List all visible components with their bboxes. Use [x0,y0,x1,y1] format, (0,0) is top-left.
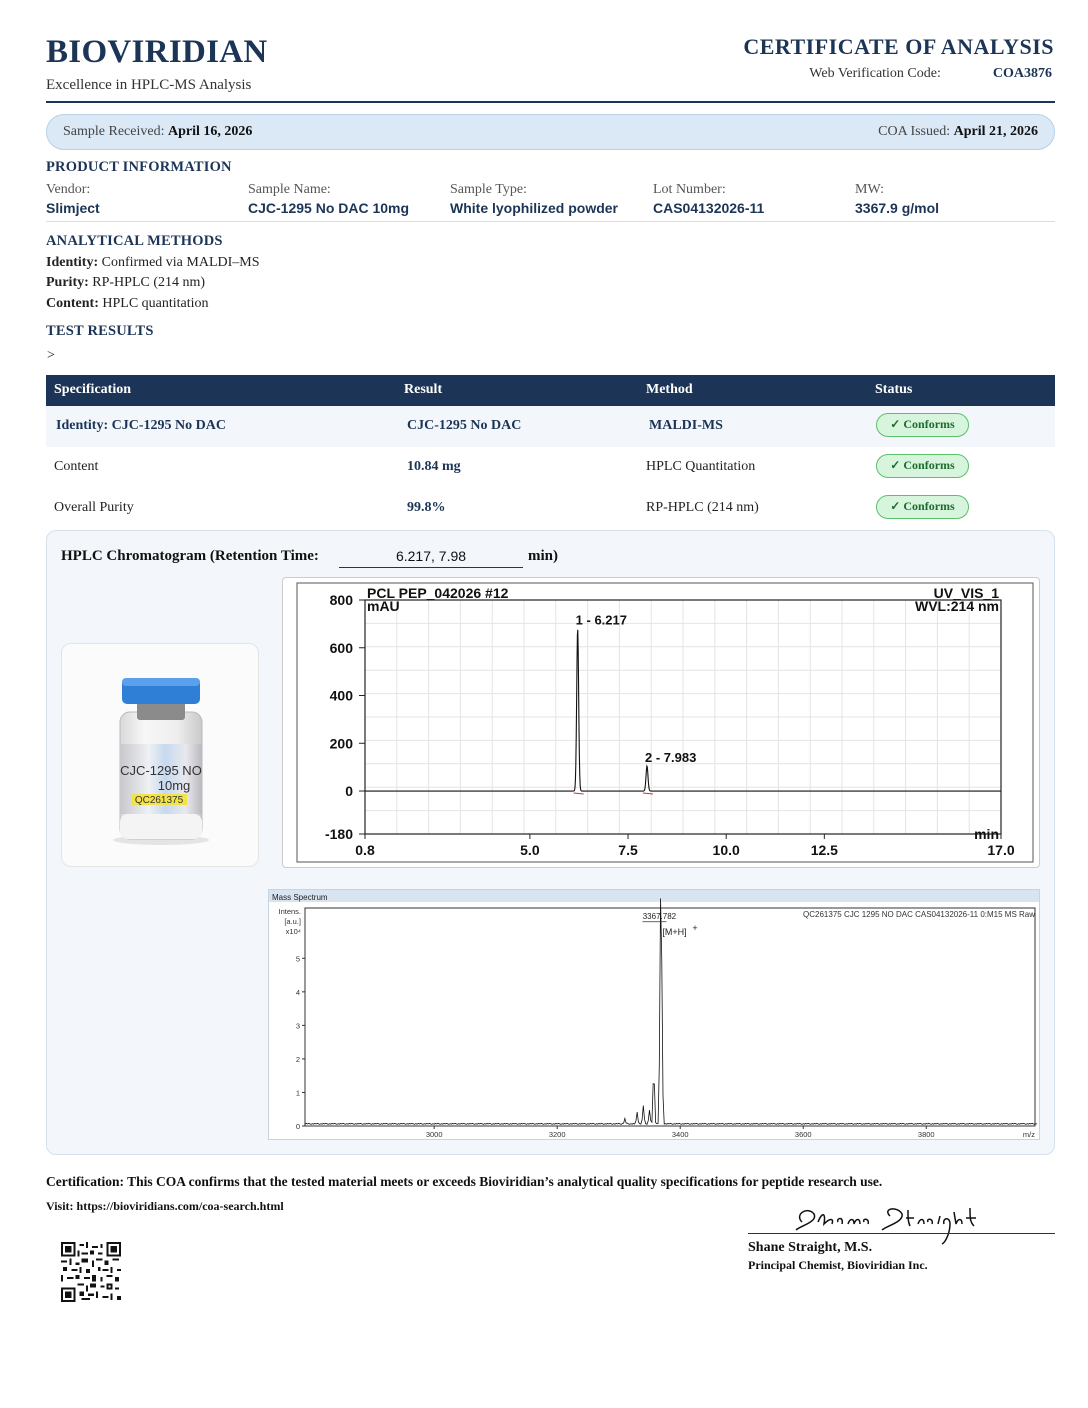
peak-ion-charge: + [692,922,698,933]
y-tick-label: 1 [295,1088,300,1098]
test-results-table [46,375,1055,529]
x-tick-label: 17.0 [987,842,1015,858]
ms-y-label: x10⁴ [285,927,301,936]
lot-number-value: CAS04132026-11 [653,200,765,216]
hplc-chart [283,578,1039,867]
product-info-divider [46,221,1055,222]
sample-type-value: White lyophilized powder [450,200,618,216]
column-method: Method [646,382,693,397]
retention-time-unit: min) [528,548,558,564]
conforms-badge: ✓ Conforms [876,454,969,478]
method-content-value: HPLC quantitation [102,296,209,311]
ms-title-bar [269,890,1039,902]
method-identity [46,255,260,271]
vial-image [62,644,260,868]
vial-photo [61,643,259,867]
ms-y-label: Intens. [278,907,301,916]
stray-character: > [47,348,55,363]
verification-code: COA3876 [992,66,1052,81]
verification-link[interactable]: Visit: https://bioviridians.com/coa-search.html [46,1199,284,1213]
method-identity-value: Confirmed via MALDI–MS [101,255,260,270]
y-tick-label: 800 [329,592,353,608]
mass-spectrum-chart [269,890,1039,1139]
method-content [46,296,209,312]
vendor-field [46,182,100,216]
spec-cell: Content [54,459,99,474]
peak-mz-label: 3367.782 [642,911,677,921]
method-purity [46,275,205,291]
issued-value: April 21, 2026 [953,124,1038,139]
y-tick-label: -180 [324,826,353,842]
method-cell: MALDI-MS [649,418,723,433]
spec-cell: Overall Purity [54,500,134,515]
column-result: Result [404,382,443,397]
hplc-channel: UV_VIS_1 [933,585,999,601]
brand-logo-text: BIOVIRIDIAN [46,34,268,70]
y-tick-label: 0 [295,1122,300,1131]
x-tick-label: 0.8 [355,842,375,858]
table-row [46,447,1055,488]
column-specification: Specification [54,382,131,397]
methods-heading: ANALYTICAL METHODS [46,233,223,249]
mw-field [855,182,939,216]
peak-label: 2 - 7.983 [644,749,697,765]
result-cell: 99.8% [407,500,446,515]
signer-name: Shane Straight, M.S. [748,1240,873,1255]
brand-tagline: Excellence in HPLC-MS Analysis [46,77,252,93]
hplc-title: PCL PEP_042026 #12 [367,585,509,601]
table-row [46,406,1055,447]
coa-issued [878,124,1038,140]
vial-label-line3: QC261375 [134,795,184,806]
method-purity-label: Purity: [46,275,89,290]
ms-header-right: QC261375 CJC 1295 NO DAC CAS04132026-11 0:M15 MS Raw [803,910,1035,919]
mw-value: 3367.9 g/mol [855,200,940,216]
ms-title: Mass Spectrum [272,893,328,902]
peak-label: 1 - 6.217 [575,612,627,628]
sample-type-field [450,182,618,216]
conforms-badge: ✓ Conforms [876,495,969,519]
table-row [46,488,1055,529]
product-info-heading: PRODUCT INFORMATION [46,159,232,175]
y-tick-label: 2 [295,1054,300,1064]
received-value: April 16, 2026 [167,124,253,139]
x-tick-label: 3600 [794,1130,812,1139]
x-tick-label: 12.5 [810,842,838,858]
method-cell: RP-HPLC (214 nm) [646,500,759,515]
y-tick-label: 0 [345,783,353,800]
received-label: Sample Received: [63,124,165,139]
chromatogram-title: HPLC Chromatogram (Retention Time: [61,548,319,564]
lot-number-label: Lot Number: [653,182,726,197]
sample-name-value: CJC-1295 No DAC 10mg [248,200,410,216]
vial-label-line1: CJC-1295 NO [120,763,202,778]
y-tick-label: 400 [329,687,353,704]
sample-name-field [248,182,409,216]
sample-received [63,124,252,140]
column-status: Status [875,382,913,397]
result-cell: CJC-1295 No DAC [407,418,522,433]
hplc-outer-frame [297,583,1033,862]
hplc-wavelength: WVL:214 nm [914,598,999,614]
result-cell: 10.84 mg [407,459,461,474]
mw-label: MW: [855,182,885,197]
method-content-label: Content: [46,296,99,311]
peak-ion-label: [M+H] [662,926,687,937]
y-tick-label: 600 [329,639,353,656]
dates-bar [46,114,1055,150]
issued-label: COA Issued: [878,124,951,139]
vial-label-line2: 10mg [157,778,191,793]
hplc-chart-frame [282,577,1040,868]
signer-title: Principal Chemist, Bioviridian Inc. [748,1258,928,1272]
x-tick-label: 10.0 [712,842,740,858]
x-tick-label: 3000 [425,1130,443,1139]
certification-statement: Certification: This COA confirms that the tested material meets or exceeds Bioviridian’s analytical quality specifications for peptide research use. [46,1174,883,1189]
vendor-value: Slimject [46,200,100,216]
ms-y-label: [a.u.] [284,917,301,926]
y-tick-label: 4 [295,987,300,997]
y-tick-label: 5 [295,954,300,964]
hplc-y-unit: mAU [367,598,400,614]
qr-code[interactable] [61,1242,121,1302]
verification-code-line [809,66,1052,82]
signature-line [748,1233,1055,1234]
vendor-label: Vendor: [46,182,91,197]
spec-cell: Identity: CJC-1295 No DAC [56,418,226,433]
sample-type-label: Sample Type: [450,182,527,197]
hplc-x-unit: min [974,826,999,842]
lot-number-field [653,182,764,216]
y-tick-label: 200 [329,735,353,752]
y-tick-label: 3 [295,1021,300,1031]
method-purity-value: RP-HPLC (214 nm) [92,275,206,290]
ms-plot-area [305,908,1035,1126]
method-identity-label: Identity: [46,255,99,270]
retention-time-value: 6.217, 7.98 [395,548,467,564]
x-tick-label: 5.0 [520,842,540,858]
test-results-heading: TEST RESULTS [46,323,154,339]
verification-label: Web Verification Code: [809,66,941,81]
document-title: CERTIFICATE OF ANALYSIS [743,34,1054,59]
method-cell: HPLC Quantitation [646,459,756,474]
header-divider [46,101,1055,103]
retention-time-underline [339,567,523,568]
sample-name-label: Sample Name: [248,182,331,197]
conforms-badge: ✓ Conforms [876,413,969,437]
x-tick-label: 3400 [671,1130,689,1139]
mass-spectrum-frame [268,889,1040,1140]
x-tick-label: 3200 [548,1130,566,1139]
x-tick-label: 7.5 [618,842,638,858]
ms-x-unit: m/z [1022,1130,1035,1139]
x-tick-label: 3800 [917,1130,935,1139]
table-header [46,375,1055,406]
